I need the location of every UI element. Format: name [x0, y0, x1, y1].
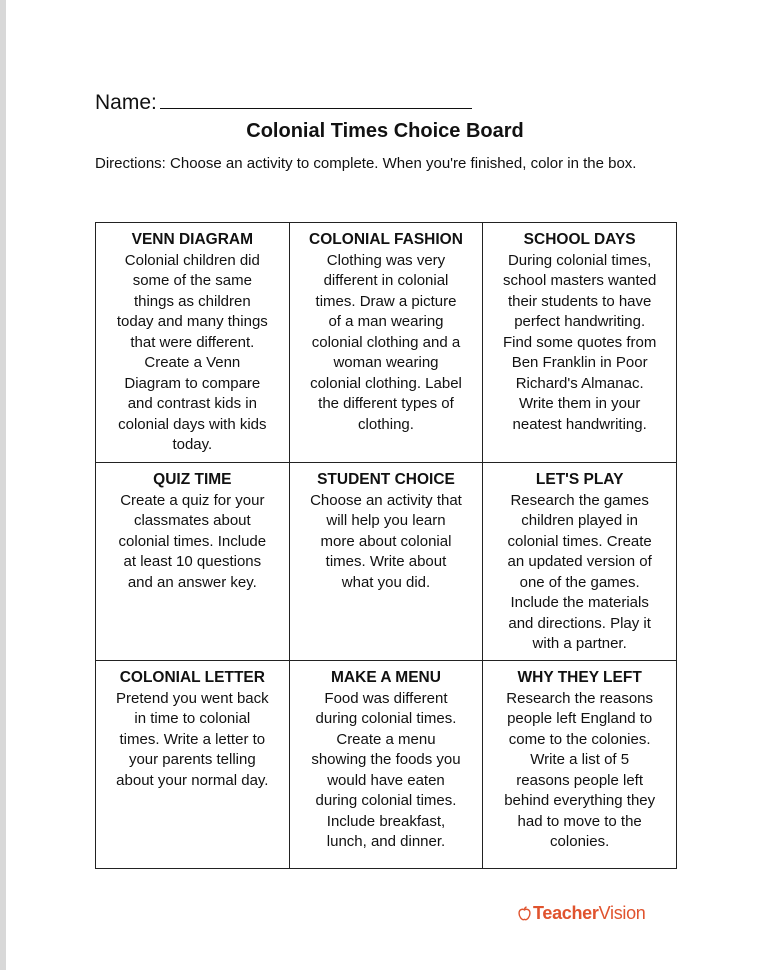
- name-field: [95, 88, 472, 115]
- cell-text-line: During colonial times,: [507, 251, 652, 269]
- cell-text-line: during colonial times.: [315, 792, 457, 809]
- choice-board: [95, 222, 677, 869]
- cell-text-line: Diagram to compare: [124, 374, 261, 392]
- cell-text-line: will help you learn: [326, 512, 446, 529]
- cell-text-line: Food was different: [324, 689, 448, 707]
- cell-text-line: clothing.: [358, 415, 414, 433]
- name-blank-line: [160, 88, 472, 109]
- logo-text-teacher: Teacher: [533, 903, 599, 923]
- cell-title: LET'S PLAY: [535, 471, 624, 488]
- cell-title: MAKE A MENU: [331, 669, 441, 686]
- cell-title: VENN DIAGRAM: [131, 231, 254, 248]
- cell-text-line: during colonial times.: [315, 710, 457, 727]
- cell-text-line: Colonial children did: [124, 251, 260, 269]
- cell-text-line: woman wearing: [333, 354, 439, 371]
- board-cell: [289, 661, 483, 869]
- board-cell: [289, 463, 483, 661]
- cell-text-line: and contrast kids in: [127, 395, 257, 412]
- cell-text-line: perfect handwriting.: [514, 313, 646, 330]
- board-cell: [96, 463, 290, 661]
- cell-text-line: about your normal day.: [116, 771, 269, 789]
- cell-text-line: school masters wanted: [502, 272, 657, 289]
- cell-text-line: in time to colonial: [134, 710, 251, 727]
- cell-text-line: Write a list of 5: [530, 751, 630, 768]
- cell-text-line: different in colonial: [323, 272, 449, 289]
- cell-text-line: more about colonial: [320, 532, 452, 550]
- cell-text-line: colonies.: [550, 833, 610, 850]
- cell-text-line: their students to have: [507, 292, 652, 310]
- cell-text-line: colonial clothing. Label: [310, 374, 462, 392]
- board-cell: [289, 223, 483, 463]
- cell-text-line: today.: [172, 436, 213, 453]
- apple-icon: [517, 906, 532, 921]
- cell-text-line: come to the colonies.: [508, 730, 651, 748]
- cell-text-line: Research the reasons: [506, 689, 654, 707]
- cell-text-line: one of the games.: [519, 573, 640, 591]
- cell-text-line: your parents telling: [128, 751, 256, 768]
- cell-text-line: times. Write about: [325, 553, 447, 570]
- page-title: Colonial Times Choice Board: [246, 120, 524, 142]
- cell-text-line: would have eaten: [327, 771, 445, 789]
- cell-text-line: classmates about: [133, 512, 251, 529]
- cell-text-line: lunch, and dinner.: [326, 833, 446, 850]
- cell-text-line: Find some quotes from: [502, 333, 657, 351]
- cell-text-line: Create a quiz for your: [120, 491, 265, 509]
- name-label: Name:: [95, 91, 157, 114]
- cell-text-line: had to move to the: [517, 812, 642, 830]
- cell-text-line: colonial times. Include: [118, 532, 267, 550]
- board-cell: [483, 223, 677, 463]
- cell-text-line: of a man wearing: [328, 313, 444, 330]
- board-cell: [96, 661, 290, 869]
- cell-text-line: at least 10 questions: [123, 553, 262, 570]
- page-edge: [0, 0, 6, 970]
- cell-text-line: Research the games: [510, 491, 649, 509]
- cell-title: SCHOOL DAYS: [523, 231, 636, 248]
- cell-text-line: Richard's Almanac.: [515, 374, 644, 392]
- cell-title: COLONIAL FASHION: [309, 231, 463, 248]
- board-cell: [96, 223, 290, 463]
- cell-text-line: behind everything they: [504, 792, 656, 809]
- cell-title: STUDENT CHOICE: [317, 471, 455, 488]
- cell-text-line: and directions. Play it: [508, 614, 651, 632]
- cell-text-line: some of the same: [132, 272, 252, 289]
- cell-text-line: Include the materials: [510, 594, 649, 611]
- cell-title: WHY THEY LEFT: [517, 669, 642, 686]
- cell-text-line: Create a Venn: [144, 354, 241, 371]
- cell-text-line: children played in: [521, 512, 639, 529]
- cell-text-line: and an answer key.: [127, 573, 257, 591]
- cell-text-line: neatest handwriting.: [512, 415, 647, 433]
- cell-text-line: what you did.: [341, 573, 431, 591]
- teachervision-logo: [517, 903, 646, 924]
- cell-text-line: the different types of: [318, 395, 454, 412]
- cell-text-line: Ben Franklin in Poor: [511, 354, 648, 371]
- cell-text-line: colonial clothing and a: [311, 333, 461, 351]
- cell-text-line: showing the foods you: [311, 751, 461, 768]
- cell-text-line: Clothing was very: [326, 251, 446, 269]
- cell-text-line: people left England to: [507, 710, 653, 727]
- cell-text-line: things as children: [133, 292, 251, 310]
- cell-text-line: today and many things: [116, 313, 268, 330]
- board-cell: [483, 463, 677, 661]
- cell-text-line: colonial days with kids: [118, 415, 267, 433]
- cell-title: QUIZ TIME: [153, 471, 232, 488]
- cell-text-line: times. Write a letter to: [119, 730, 266, 748]
- cell-title: COLONIAL LETTER: [119, 669, 265, 686]
- cell-text-line: Write them in your: [518, 395, 641, 412]
- logo-text-vision: Vision: [598, 903, 646, 923]
- directions-text: Directions: Choose an activity to complete. When you're finished, color in the box.: [95, 155, 637, 172]
- cell-text-line: Choose an activity that: [310, 491, 462, 509]
- cell-text-line: Include breakfast,: [326, 812, 446, 830]
- cell-text-line: colonial times. Create: [507, 532, 652, 550]
- cell-text-line: Pretend you went back: [116, 689, 269, 707]
- cell-text-line: Create a menu: [336, 730, 436, 748]
- cell-text-line: an updated version of: [507, 553, 652, 570]
- cell-text-line: reasons people left: [516, 771, 644, 789]
- board-cell: [483, 661, 677, 869]
- cell-text-line: with a partner.: [532, 635, 627, 652]
- cell-text-line: times. Draw a picture: [315, 292, 457, 310]
- cell-text-line: that were different.: [130, 333, 255, 351]
